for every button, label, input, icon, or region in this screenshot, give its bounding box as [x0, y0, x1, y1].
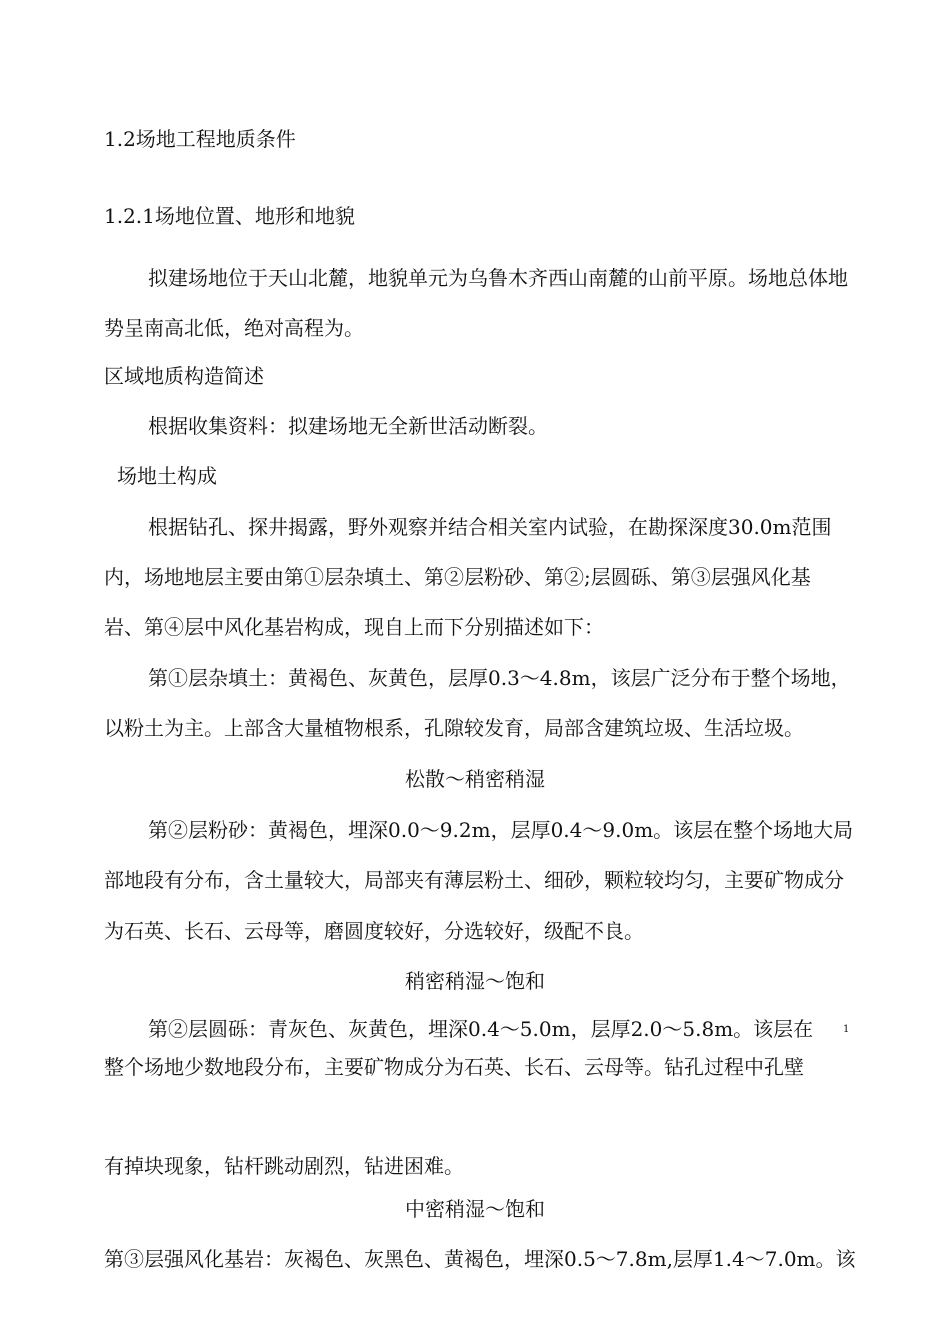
structure-heading: 区域地质构造简述 — [104, 364, 264, 388]
paragraph-line: 第②层粉砂：黄褐色，埋深0.0〜9.2m，层厚0.4〜9.0m。该层在整个场地大局 — [148, 818, 854, 842]
paragraph-line: 为石英、长石、云母等，磨圆度较好，分选较好，级配不良。 — [104, 919, 644, 943]
paragraph-line: 第③层强风化基岩：灰褐色、灰黑色、黄褐色，埋深0.5〜7.8m,层厚1.4〜7.0m。该 — [104, 1247, 856, 1271]
layer-state: 稍密稍湿〜饱和 — [405, 969, 545, 993]
paragraph-line: 根据钻孔、探井揭露，野外观察并结合相关室内试验，在勘探深度30.0m范围 — [148, 515, 832, 539]
soil-heading: 场地土构成 — [117, 464, 217, 488]
paragraph-line: 第①层杂填土：黄褐色、灰黄色，层厚0.3〜4.8m，该层广泛分布于整个场地， — [148, 666, 851, 690]
margin-mark: 1 — [843, 1024, 850, 1035]
paragraph-line: 部地段有分布，含土量较大，局部夹有薄层粉土、细砂，颗粒较均匀，主要矿物成分 — [104, 868, 844, 892]
paragraph-line: 势呈南高北低，绝对高程为。 — [104, 316, 364, 340]
subsection-heading: 1.2.1场地位置、地形和地貌 — [104, 204, 355, 228]
paragraph-line: 岩、第④层中风化基岩构成，现自上而下分别描述如下： — [104, 615, 604, 639]
paragraph-line: 内，场地地层主要由第①层杂填土、第②层粉砂、第②;层圆砾、第③层强风化基 — [104, 565, 811, 589]
layer-state: 中密稍湿〜饱和 — [405, 1197, 545, 1221]
paragraph-line: 根据收集资料：拟建场地无全新世活动断裂。 — [148, 414, 548, 438]
section-heading: 1.2场地工程地质条件 — [104, 127, 296, 151]
paragraph-line: 整个场地少数地段分布，主要矿物成分为石英、长石、云母等。钻孔过程中孔壁 — [104, 1055, 804, 1079]
paragraph-line: 有掉块现象，钻杆跳动剧烈，钻进困难。 — [104, 1154, 464, 1178]
paragraph-line: 第②层圆砾：青灰色、灰黄色，埋深0.4〜5.0m，层厚2.0〜5.8m。该层在 — [148, 1017, 814, 1041]
paragraph-line: 拟建场地位于天山北麓，地貌单元为乌鲁木齐西山南麓的山前平原。场地总体地 — [148, 266, 848, 290]
layer-state: 松散〜稍密稍湿 — [405, 767, 545, 791]
paragraph-line: 以粉土为主。上部含大量植物根系，孔隙较发育，局部含建筑垃圾、生活垃圾。 — [104, 716, 804, 740]
